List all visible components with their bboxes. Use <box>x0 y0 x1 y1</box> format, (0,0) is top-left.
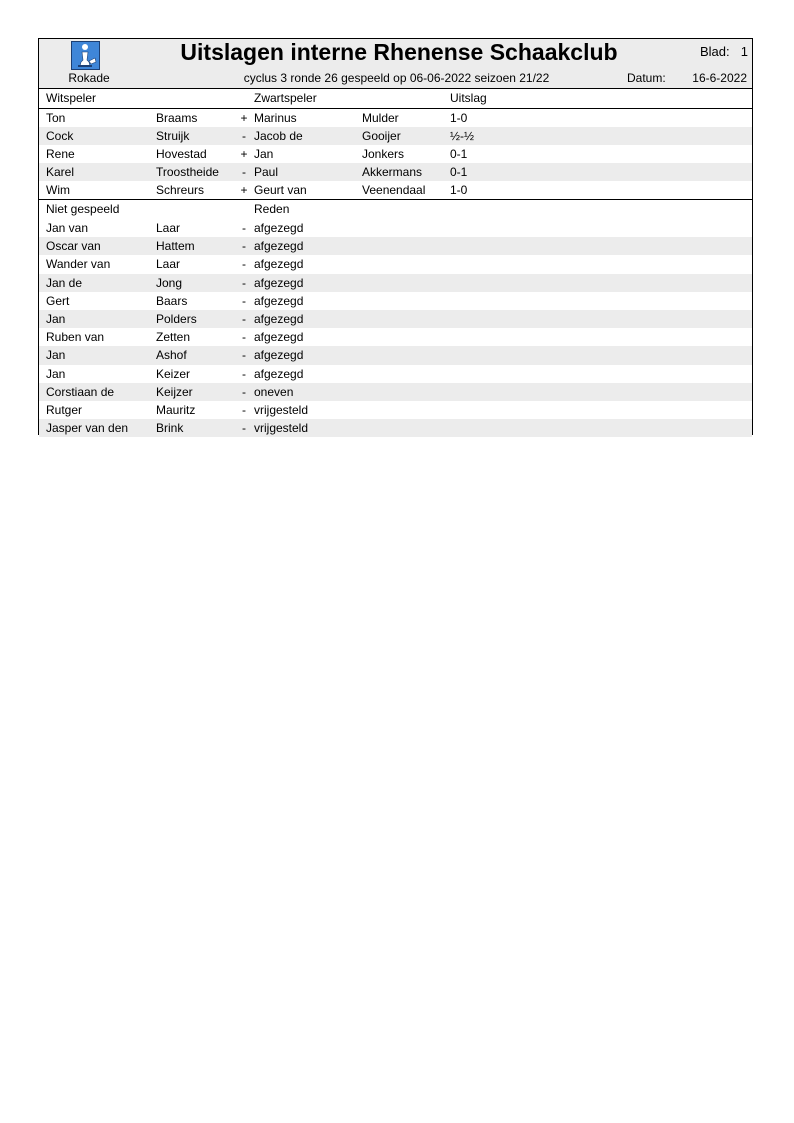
dash-sign: - <box>242 366 246 381</box>
not-played-list <box>39 219 752 437</box>
color-sign: + <box>240 111 248 125</box>
player-last-name: Jong <box>156 275 183 290</box>
game-row <box>39 163 752 181</box>
black-first-name: Marinus <box>254 111 297 125</box>
absence-reason: afgezegd <box>254 221 304 235</box>
not-played-row <box>39 292 752 310</box>
player-first-name: Jan <box>46 311 66 326</box>
player-first-name: Oscar van <box>46 239 101 254</box>
sheet-number-label: Blad: <box>700 44 730 59</box>
dash-sign: - <box>242 221 246 235</box>
player-first-name: Rutger <box>46 402 83 417</box>
game-result: 0-1 <box>450 165 468 179</box>
black-first-name: Paul <box>254 165 279 179</box>
absence-reason: vrijgesteld <box>254 421 309 436</box>
absence-reason: afgezegd <box>254 257 304 272</box>
not-played-row <box>39 365 752 383</box>
color-sign: - <box>242 165 246 179</box>
white-last-name: Braams <box>156 111 198 125</box>
not-played-row <box>39 419 752 437</box>
dash-sign: - <box>242 330 246 345</box>
not-played-heading: Niet gespeeld <box>46 202 120 216</box>
results-sheet <box>38 38 753 435</box>
page-title: Uitslagen interne Rhenense Schaakclub <box>180 39 618 65</box>
player-last-name: Ashof <box>156 348 187 363</box>
player-last-name: Keijzer <box>156 384 193 399</box>
black-last-name: Veenendaal <box>362 183 426 197</box>
chess-knight-logo-icon <box>71 41 100 70</box>
game-result: 1-0 <box>450 111 468 125</box>
black-first-name: Geurt van <box>254 183 307 197</box>
absence-reason: afgezegd <box>254 311 304 326</box>
player-last-name: Keizer <box>156 366 191 381</box>
games-table <box>39 109 752 200</box>
player-last-name: Laar <box>156 257 181 272</box>
absence-reason: afgezegd <box>254 239 304 254</box>
white-first-name: Wim <box>46 183 70 197</box>
not-played-row <box>39 346 752 364</box>
black-last-name: Akkermans <box>362 165 423 179</box>
sheet-number-value: 1 <box>740 44 748 59</box>
not-played-row <box>39 383 752 401</box>
player-first-name: Jan de <box>46 275 83 290</box>
sheet-header <box>39 39 752 89</box>
player-last-name: Mauritz <box>156 402 196 417</box>
player-first-name: Ruben van <box>46 330 105 345</box>
white-first-name: Ton <box>46 111 66 125</box>
game-row <box>39 127 752 145</box>
white-first-name: Karel <box>46 165 75 179</box>
dash-sign: - <box>242 384 246 399</box>
game-result: 0-1 <box>450 147 468 161</box>
dash-sign: - <box>242 311 246 326</box>
game-result: 1-0 <box>450 183 468 197</box>
white-last-name: Hovestad <box>156 147 207 161</box>
dash-sign: - <box>242 421 246 436</box>
player-first-name: Corstiaan de <box>46 384 115 399</box>
not-played-row <box>39 219 752 237</box>
black-last-name: Gooijer <box>362 129 401 143</box>
player-last-name: Laar <box>156 221 181 235</box>
logo-label: Rokade <box>68 71 110 85</box>
white-first-name: Rene <box>46 147 75 161</box>
player-first-name: Jan van <box>46 221 89 235</box>
player-first-name: Jan <box>46 366 66 381</box>
not-played-row <box>39 255 752 273</box>
absence-reason: afgezegd <box>254 348 304 363</box>
column-header-black: Zwartspeler <box>254 91 317 105</box>
white-last-name: Struijk <box>156 129 190 143</box>
color-sign: + <box>240 147 248 161</box>
black-first-name: Jan <box>254 147 274 161</box>
absence-reason: oneven <box>254 384 294 399</box>
player-last-name: Brink <box>156 421 184 436</box>
white-last-name: Schreurs <box>156 183 205 197</box>
player-first-name: Gert <box>46 293 70 308</box>
column-header-row <box>39 89 752 109</box>
white-last-name: Troostheide <box>156 165 219 179</box>
black-last-name: Mulder <box>362 111 399 125</box>
game-row <box>39 109 752 127</box>
not-played-header-row <box>39 200 752 219</box>
color-sign: - <box>242 129 246 143</box>
not-played-row <box>39 237 752 255</box>
player-first-name: Jasper van den <box>46 421 129 436</box>
dash-sign: - <box>242 257 246 272</box>
dash-sign: - <box>242 293 246 308</box>
black-first-name: Jacob de <box>254 129 303 143</box>
player-last-name: Baars <box>156 293 188 308</box>
game-row <box>39 145 752 163</box>
dash-sign: - <box>242 348 246 363</box>
date-value: 16-6-2022 <box>692 71 747 85</box>
not-played-row <box>39 328 752 346</box>
player-first-name: Wander van <box>46 257 111 272</box>
player-first-name: Jan <box>46 348 66 363</box>
game-row <box>39 181 752 199</box>
not-played-row <box>39 310 752 328</box>
dash-sign: - <box>242 239 246 254</box>
player-last-name: Zetten <box>156 330 191 345</box>
white-first-name: Cock <box>46 129 74 143</box>
not-played-section <box>39 200 752 437</box>
not-played-row <box>39 274 752 292</box>
absence-reason: afgezegd <box>254 275 304 290</box>
game-result: ½-½ <box>450 129 475 143</box>
dash-sign: - <box>242 275 246 290</box>
column-header-result: Uitslag <box>450 91 487 105</box>
absence-reason: afgezegd <box>254 330 304 345</box>
absence-reason: vrijgesteld <box>254 402 309 417</box>
reason-heading: Reden <box>254 202 290 216</box>
player-last-name: Polders <box>156 311 197 326</box>
player-last-name: Hattem <box>156 239 195 254</box>
color-sign: + <box>240 183 248 197</box>
round-subtitle: cyclus 3 ronde 26 gespeeld op 06-06-2022 seizoen 21/22 <box>243 71 550 85</box>
not-played-row <box>39 401 752 419</box>
column-header-white: Witspeler <box>46 91 97 105</box>
dash-sign: - <box>242 402 246 417</box>
absence-reason: afgezegd <box>254 293 304 308</box>
date-label: Datum: <box>627 71 666 85</box>
absence-reason: afgezegd <box>254 366 304 381</box>
black-last-name: Jonkers <box>362 147 405 161</box>
